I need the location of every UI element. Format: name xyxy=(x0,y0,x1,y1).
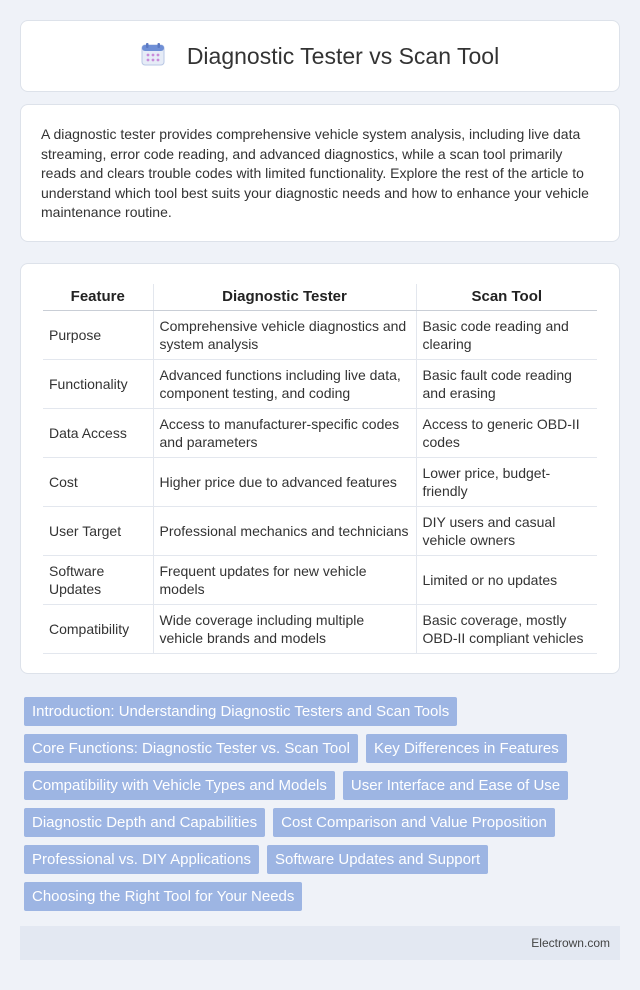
table-cell-scan-tool: Basic fault code reading and erasing xyxy=(416,359,597,408)
table-cell-diagnostic-tester: Higher price due to advanced features xyxy=(153,457,416,506)
table-cell-scan-tool: Basic coverage, mostly OBD-II compliant vehicles xyxy=(416,604,597,653)
table-cell-scan-tool: DIY users and casual vehicle owners xyxy=(416,506,597,555)
table-cell-scan-tool: Limited or no updates xyxy=(416,555,597,604)
table-header-row xyxy=(43,284,597,310)
table-cell-diagnostic-tester: Professional mechanics and technicians xyxy=(153,506,416,555)
page-title: Diagnostic Tester vs Scan Tool xyxy=(186,42,500,69)
tag-row xyxy=(24,808,624,837)
calendar-icon xyxy=(141,42,165,71)
footer xyxy=(20,926,620,960)
tag-row xyxy=(24,771,624,800)
tag-key-differences[interactable]: Key Differences in Features xyxy=(366,734,567,763)
tag-user-interface[interactable]: User Interface and Ease of Use xyxy=(343,771,568,800)
tag-row xyxy=(24,882,624,911)
footer-site-name: Electrown.com xyxy=(531,936,610,950)
comparison-table xyxy=(43,284,597,654)
table-cell-feature: Functionality xyxy=(43,359,153,408)
tag-row xyxy=(24,734,624,763)
table-row xyxy=(43,310,597,359)
intro-text: A diagnostic tester provides comprehensive vehicle system analysis, including live data streaming, error code reading, and advanced diagnostics, while a scan tool primarily reads and clears trouble codes with limited functionality. Explore the rest of the article to understand which tool best suits your diagnostic needs and how to enhance your vehicle maintenance routine. xyxy=(41,126,589,220)
column-header-feature: Feature xyxy=(43,284,153,310)
column-header-diagnostic-tester: Diagnostic Tester xyxy=(153,284,416,310)
tag-core-functions[interactable]: Core Functions: Diagnostic Tester vs. Scan Tool xyxy=(24,734,358,763)
tag-compatibility[interactable]: Compatibility with Vehicle Types and Models xyxy=(24,771,335,800)
table-cell-feature: Software Updates xyxy=(43,555,153,604)
table-cell-diagnostic-tester: Wide coverage including multiple vehicle brands and models xyxy=(153,604,416,653)
table-cell-feature: Cost xyxy=(43,457,153,506)
table-row xyxy=(43,506,597,555)
tag-cost-comparison[interactable]: Cost Comparison and Value Proposition xyxy=(273,808,555,837)
table-cell-feature: Purpose xyxy=(43,310,153,359)
table-row xyxy=(43,555,597,604)
table-cell-scan-tool: Lower price, budget-friendly xyxy=(416,457,597,506)
table-cell-diagnostic-tester: Access to manufacturer-specific codes and parameters xyxy=(153,408,416,457)
table-cell-diagnostic-tester: Frequent updates for new vehicle models xyxy=(153,555,416,604)
table-row xyxy=(43,604,597,653)
tag-introduction[interactable]: Introduction: Understanding Diagnostic Testers and Scan Tools xyxy=(24,697,457,726)
table-cell-feature: User Target xyxy=(43,506,153,555)
tag-choosing-right-tool[interactable]: Choosing the Right Tool for Your Needs xyxy=(24,882,302,911)
table-cell-feature: Data Access xyxy=(43,408,153,457)
header-card xyxy=(20,20,620,92)
topic-tags xyxy=(24,697,624,919)
tag-diagnostic-depth[interactable]: Diagnostic Depth and Capabilities xyxy=(24,808,265,837)
table-cell-diagnostic-tester: Advanced functions including live data, component testing, and coding xyxy=(153,359,416,408)
tag-software-updates[interactable]: Software Updates and Support xyxy=(267,845,488,874)
table-cell-scan-tool: Basic code reading and clearing xyxy=(416,310,597,359)
tag-row xyxy=(24,845,624,874)
table-row xyxy=(43,359,597,408)
tag-professional-vs-diy[interactable]: Professional vs. DIY Applications xyxy=(24,845,259,874)
table-cell-scan-tool: Access to generic OBD-II codes xyxy=(416,408,597,457)
tag-row xyxy=(24,697,624,726)
table-cell-feature: Compatibility xyxy=(43,604,153,653)
table-cell-diagnostic-tester: Comprehensive vehicle diagnostics and system analysis xyxy=(153,310,416,359)
table-row xyxy=(43,457,597,506)
column-header-scan-tool: Scan Tool xyxy=(416,284,597,310)
intro-card xyxy=(20,104,620,242)
comparison-table-card xyxy=(20,263,620,674)
table-row xyxy=(43,408,597,457)
